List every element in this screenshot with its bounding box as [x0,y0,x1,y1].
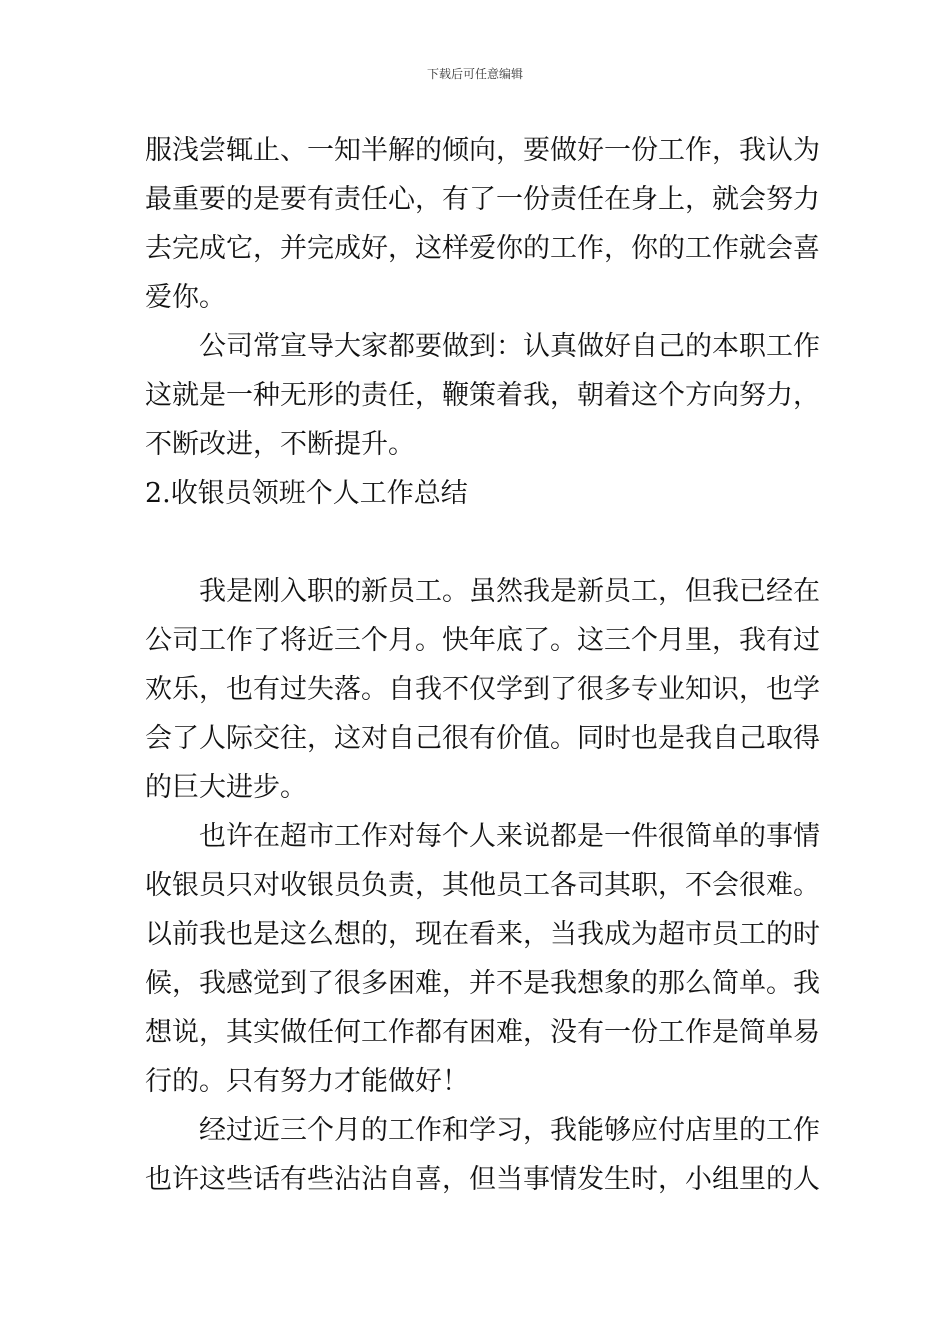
paragraph-line: 的巨大进步。 [145,772,307,803]
paragraph-line: 行的。只有努力才能做好！ [145,1066,469,1097]
paragraph-line: 候，我感觉到了很多困难，并不是我想象的那么简单。我 [145,968,820,999]
blank-spacer [145,518,810,567]
document-body [145,126,820,1204]
paragraph-line: 会了人际交往，这对自己很有价值。同时也是我自己取得 [145,723,820,754]
page-header: 下载后可任意编辑 [426,67,523,81]
paragraph-line: 最重要的是要有责任心，有了一份责任在身上，就会努力 [145,184,820,215]
paragraph-line: 欢乐，也有过失落。自我不仅学到了很多专业知识，也学 [145,674,820,705]
paragraph-line: 也许在超市工作对每个人来说都是一件很简单的事情 [199,821,820,852]
paragraph-line: 这就是一种无形的责任，鞭策着我，朝着这个方向努力， [145,380,820,411]
paragraph-line: 收银员只对收银员负责，其他员工各司其职，不会很难。 [145,870,820,901]
paragraph-line: 不断改进，不断提升。 [145,429,415,460]
paragraph-line: 服浅尝辄止、一知半解的倾向，要做好一份工作，我认为 [145,135,820,166]
paragraph-line: 爱你。 [145,282,226,313]
paragraph-line: 我是刚入职的新员工。虽然我是新员工，但我已经在 [199,576,820,607]
section-heading: 2.收银员领班个人工作总结 [145,478,468,509]
paragraph-line: 公司常宣导大家都要做到：认真做好自己的本职工作 [199,331,820,362]
paragraph-line: 以前我也是这么想的，现在看来，当我成为超市员工的时 [145,919,820,950]
paragraph-line: 想说，其实做任何工作都有困难，没有一份工作是简单易 [145,1017,820,1048]
paragraph-line: 经过近三个月的工作和学习，我能够应付店里的工作 [199,1115,820,1146]
paragraph-line: 公司工作了将近三个月。快年底了。这三个月里，我有过 [145,625,820,656]
paragraph-line: 去完成它，并完成好，这样爱你的工作，你的工作就会喜 [145,233,820,264]
paragraph-line: 也许这些话有些沾沾自喜，但当事情发生时，小组里的人 [145,1164,820,1195]
